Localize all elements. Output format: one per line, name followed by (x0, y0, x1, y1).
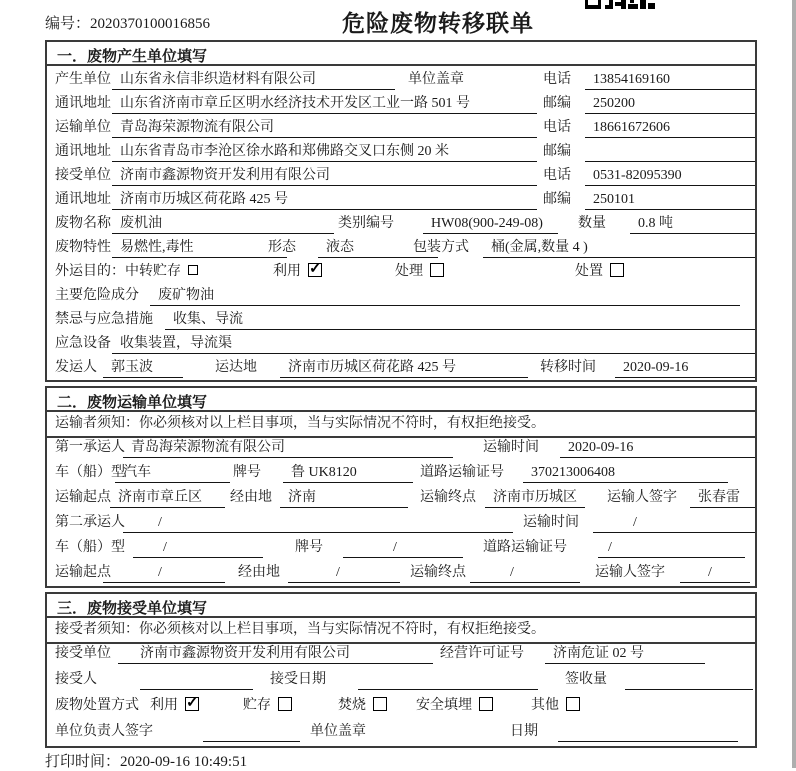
postcode-label: 邮编 (543, 192, 571, 207)
option-treat (395, 263, 444, 281)
permit-value: / (598, 539, 745, 558)
scrollbar[interactable] (792, 0, 796, 768)
section-producer-title: 一．废物产生单位填写 (47, 42, 755, 66)
option-label: 利用 (150, 698, 178, 713)
receive-date-label: 接受日期 (270, 672, 326, 687)
transporter-notice-text: 运输者须知：你必须核对以上栏目事项，当与实际情况不符时，有权拒绝接受。 (55, 416, 545, 431)
plate-label: 牌号 (295, 540, 323, 555)
checkbox-icon (188, 265, 198, 275)
destination-label: 运达地 (215, 360, 257, 375)
transporter-sign-label: 运输人签字 (595, 565, 665, 580)
transfer-time-value: 2020-09-16 (615, 359, 755, 378)
route-start-label: 运输起点 (55, 565, 111, 580)
plate-value: 鲁 UK8120 (283, 464, 413, 483)
plate-label: 牌号 (233, 465, 261, 480)
option-label: 利用 (273, 264, 301, 279)
carrier1-value: 青岛海荣源物流有限公司 (123, 439, 453, 458)
packing-value: 桶(金属,数量 4 ) (483, 239, 755, 258)
date-value (558, 723, 738, 742)
waste-name-value: 废机油 (112, 215, 334, 234)
transport-time-value: 2020-09-16 (560, 439, 755, 458)
vehicle2-row (47, 536, 755, 560)
receiver-notice-row (47, 618, 755, 644)
permit-value: 370213006408 (523, 464, 728, 483)
hazard-component-row (47, 284, 755, 308)
vehicle-type-value: / (133, 539, 263, 558)
receiver-address-row (47, 188, 755, 212)
option-utilize (273, 263, 322, 281)
vehicle-type-label: 车（船）型 (55, 465, 125, 480)
option-store (243, 697, 292, 715)
option-other (531, 697, 580, 715)
receive-unit-value: 济南市鑫源物资开发利用有限公司 (118, 645, 433, 664)
phone-label: 电话 (543, 120, 571, 135)
permit-label: 道路运输证号 (483, 540, 567, 555)
waste-property-value: 易燃性,毒性 (112, 239, 287, 258)
transport-time-label: 运输时间 (483, 440, 539, 455)
waste-property-row (47, 236, 755, 260)
section-transport (45, 386, 757, 588)
route-via-label: 经由地 (238, 565, 280, 580)
receiver-value: 济南市鑫源物资开发利用有限公司 (112, 167, 537, 186)
carrier2-label: 第二承运人 (55, 515, 125, 530)
emergency-measures-row (47, 308, 755, 332)
phone-value: 18661672606 (585, 119, 755, 138)
route-start-value: 济南市章丘区 (110, 489, 225, 508)
hazard-label: 主要危险成分 (55, 288, 139, 303)
carrier2-row (47, 511, 755, 535)
checkbox-icon (278, 697, 292, 711)
section-receive-title: 三．废物接受单位填写 (47, 594, 755, 618)
license-value: 济南危证 02 号 (545, 645, 705, 664)
serial-value: 2020370100016856 (90, 16, 211, 32)
transporter-sign-label: 运输人签字 (607, 490, 677, 505)
option-label: 处理 (395, 264, 423, 279)
checkbox-icon (430, 263, 444, 277)
print-time-label: 打印时间： (45, 754, 121, 770)
serial-label: 编号： (45, 16, 91, 32)
signed-amount-label: 签收量 (565, 672, 607, 687)
disposal-method-row (47, 694, 755, 720)
option-label: 处置 (575, 264, 603, 279)
phone-label: 电话 (543, 72, 571, 87)
transporter-row (47, 116, 755, 140)
vehicle-type-label: 车（船）型 (55, 540, 125, 555)
transporter-notice-row (47, 412, 755, 438)
option-landfill (416, 697, 493, 715)
responsible-sign-value (203, 723, 300, 742)
checkbox-icon (566, 697, 580, 711)
route2-row (47, 561, 755, 585)
transport-time-label: 运输时间 (523, 515, 579, 530)
unit-seal-label: 单位盖章 (408, 72, 464, 87)
phone-label: 电话 (543, 168, 571, 183)
responsible-sign-label: 单位负责人签字 (55, 724, 153, 739)
postcode-label: 邮编 (543, 144, 571, 159)
form-label: 形态 (268, 240, 296, 255)
address-value: 山东省济南市章丘区明水经济技术开发区工业一路 501 号 (112, 95, 537, 114)
page-title: 危险废物转移联单 (342, 10, 534, 36)
checkbox-icon (610, 263, 624, 277)
license-label: 经营许可证号 (440, 646, 524, 661)
unit-seal-label: 单位盖章 (310, 724, 366, 739)
route-end-label: 运输终点 (410, 565, 466, 580)
transporter-value: 青岛海荣源物流有限公司 (112, 119, 537, 138)
option-label: 贮存 (243, 698, 271, 713)
carrier1-label: 第一承运人 (55, 440, 125, 455)
option-label: 安全填埋 (416, 698, 472, 713)
producer-label: 产生单位 (55, 72, 111, 87)
postcode-label: 邮编 (543, 96, 571, 111)
measures-label: 禁忌与应急措施 (55, 312, 153, 327)
address-value: 济南市历城区荷花路 425 号 (112, 191, 537, 210)
option-transit-storage (125, 263, 198, 281)
option-dispose (575, 263, 624, 281)
measures-value: 收集、导流 (165, 311, 755, 330)
waste-property-label: 废物特性 (55, 240, 111, 255)
option-label: 其他 (531, 698, 559, 713)
receive-person-value (140, 671, 253, 690)
signed-amount-value (625, 671, 753, 690)
address-value: 山东省青岛市李沧区徐水路和郑佛路交叉口东侧 20 米 (112, 143, 537, 162)
quantity-label: 数量 (578, 216, 606, 231)
option-incinerate (338, 697, 387, 715)
waste-name-label: 废物名称 (55, 216, 111, 231)
dispatcher-label: 发运人 (55, 360, 97, 375)
producer-value: 山东省永信非织造材料有限公司 (112, 71, 395, 90)
packing-label: 包装方式 (413, 240, 469, 255)
carrier2-value: / (123, 514, 513, 533)
postcode-value (585, 143, 755, 162)
responsible-signature-row (47, 720, 755, 746)
category-code-value: HW08(900-249-08) (423, 215, 558, 234)
route-end-value: / (470, 564, 580, 583)
address-label: 通讯地址 (55, 192, 111, 207)
transport-time-value: / (593, 514, 755, 533)
route-via-value: / (288, 564, 400, 583)
form-value: 液态 (318, 239, 438, 258)
quantity-value: 0.8 吨 (630, 215, 755, 234)
receiver-notice-text: 接受者须知：你必须核对以上栏目事项，当与实际情况不符时，有权拒绝接受。 (55, 622, 545, 637)
permit-label: 道路运输证号 (420, 465, 504, 480)
receiver-row (47, 164, 755, 188)
category-code-label: 类别编号 (338, 216, 394, 231)
dispatcher-value: 郭玉波 (103, 359, 183, 378)
address-label: 通讯地址 (55, 96, 111, 111)
transfer-time-label: 转移时间 (540, 360, 596, 375)
transporter-address-row (47, 140, 755, 164)
transporter-sign-value: / (680, 564, 750, 583)
section-producer (45, 40, 757, 382)
transporter-sign-value: 张春雷 (690, 489, 755, 508)
route-via-label: 经由地 (230, 490, 272, 505)
route-end-label: 运输终点 (420, 490, 476, 505)
serial-number (45, 12, 210, 33)
date-label: 日期 (510, 724, 538, 739)
dispatch-row (47, 356, 755, 380)
phone-value: 0531-82095390 (585, 167, 755, 186)
equipment-value: 收集装置，导流渠 (112, 335, 755, 354)
option-label: 中转贮存 (125, 264, 181, 279)
hazard-value: 废矿物油 (150, 287, 740, 306)
route1-row (47, 486, 755, 510)
equipment-label: 应急设备 (55, 336, 111, 351)
print-time-value: 2020-09-16 10:49:51 (120, 754, 248, 770)
waste-name-row (47, 212, 755, 236)
transporter-label: 运输单位 (55, 120, 111, 135)
postcode-value: 250101 (585, 191, 755, 210)
purpose-label: 外运目的： (55, 264, 125, 279)
checkbox-icon (479, 697, 493, 711)
receive-unit-row (47, 642, 755, 668)
producer-address-row (47, 92, 755, 116)
receive-person-label: 接受人 (55, 672, 97, 687)
receiver-label: 接受单位 (55, 168, 111, 183)
qr-code-icon (585, 0, 655, 9)
receive-date-value (358, 671, 538, 690)
transfer-purpose-row (47, 260, 755, 284)
carrier1-row (47, 436, 755, 460)
vehicle-type-value: 汽车 (115, 464, 230, 483)
receive-unit-label: 接受单位 (55, 646, 111, 661)
destination-value: 济南市历城区荷花路 425 号 (280, 359, 528, 378)
address-label: 通讯地址 (55, 144, 111, 159)
route-start-value: / (103, 564, 225, 583)
disposal-label: 废物处置方式 (55, 698, 139, 713)
vehicle1-row (47, 461, 755, 485)
section-transport-title: 二．废物运输单位填写 (47, 388, 755, 412)
route-via-value: 济南 (280, 489, 408, 508)
section-receive (45, 592, 757, 748)
plate-value: / (343, 539, 463, 558)
postcode-value: 250200 (585, 95, 755, 114)
option-utilize (150, 697, 199, 715)
checkbox-icon (185, 697, 199, 711)
checkbox-icon (308, 263, 322, 277)
option-label: 焚烧 (338, 698, 366, 713)
producer-row (47, 68, 755, 92)
checkbox-icon (373, 697, 387, 711)
route-start-label: 运输起点 (55, 490, 111, 505)
receive-person-row (47, 668, 755, 694)
emergency-equipment-row (47, 332, 755, 356)
route-end-value: 济南市历城区 (485, 489, 585, 508)
phone-value: 13854169160 (585, 71, 755, 90)
